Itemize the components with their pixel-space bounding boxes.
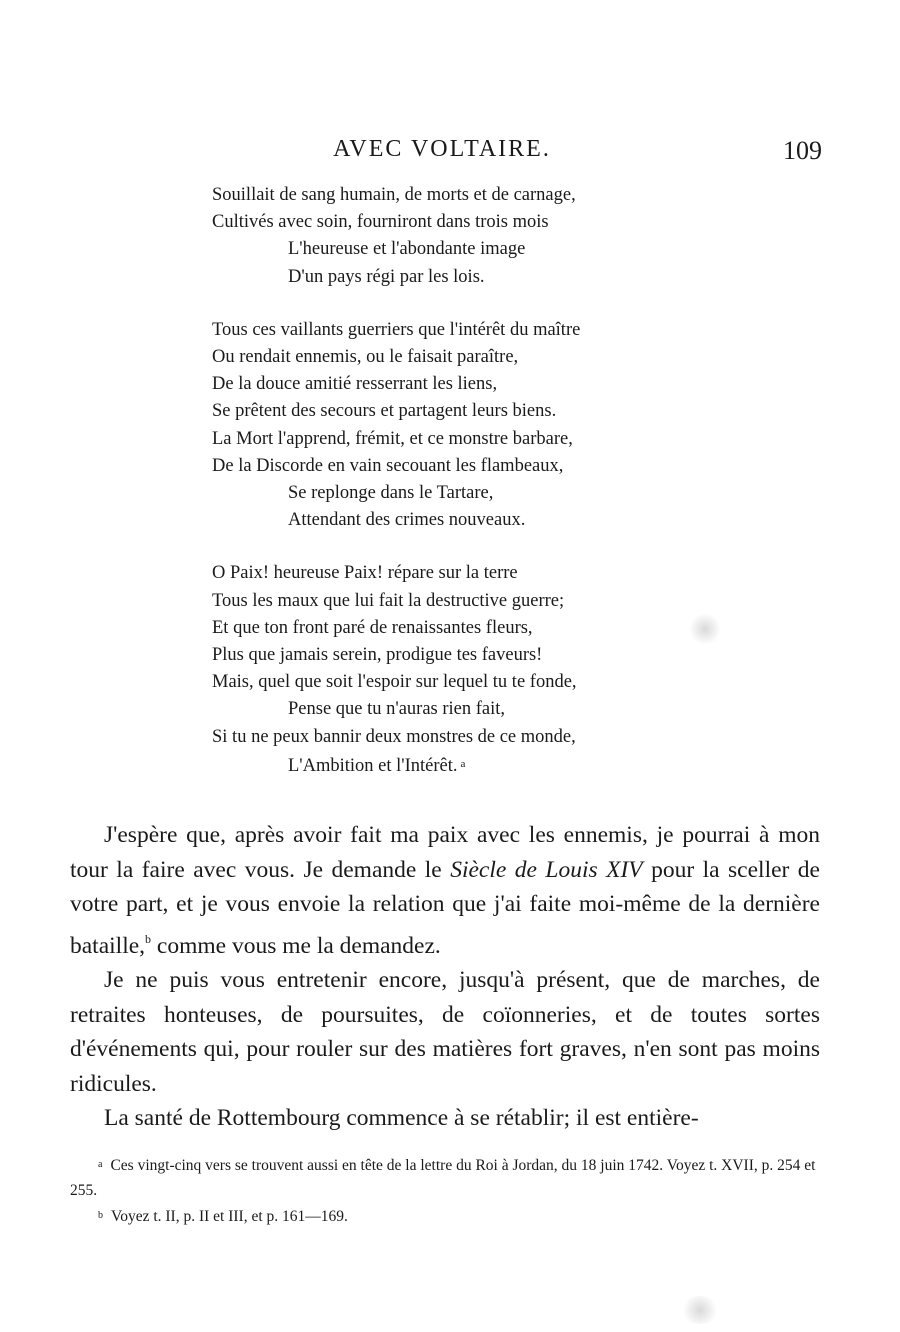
verse-line: Si tu ne peux bannir deux monstres de ce monde, — [212, 726, 576, 747]
verse-line: L'heureuse et l'abondante image — [288, 239, 526, 260]
paragraph-3: La santé de Rottembourg commence à se rétablir; il est entière- — [104, 1105, 699, 1131]
verse-line: Ou rendait ennemis, ou le faisait paraître, — [212, 347, 519, 368]
stanza-2 — [212, 317, 732, 535]
verse-line: Pense que tu n'auras rien fait, — [288, 699, 506, 720]
stanza-1 — [212, 182, 732, 291]
paper-blemish — [680, 1296, 720, 1324]
poem — [212, 182, 732, 806]
verse-line: Mais, quel que soit l'espoir sur lequel tu te fonde, — [212, 672, 577, 693]
verse-line: Tous ces vaillants guerriers que l'intérêt du maître — [212, 319, 581, 340]
verse-line: Tous les maux que lui fait la destructive guerre; — [212, 590, 565, 611]
verse-line: De la Discorde en vain secouant les flambeaux, — [212, 455, 564, 476]
verse-text: L'Ambition et l'Intérêt. — [288, 755, 458, 776]
footnotes — [70, 1152, 830, 1229]
footnote-letter: a — [98, 1159, 103, 1170]
footnote-text: Voyez t. II, p. II et III, et p. 161—169. — [111, 1208, 348, 1225]
verse-line: Plus que jamais serein, prodigue tes faveurs! — [212, 645, 543, 666]
running-title: AVEC VOLTAIRE. — [333, 136, 551, 162]
footnote-text: Ces vingt-cinq vers se trouvent aussi en tête de la lettre du Roi à Jordan, du 18 juin 1742. Voyez t. XVII, p. 254 et 255. — [70, 1157, 816, 1199]
paragraph-2: Je ne puis vous entretenir encore, jusqu'à présent, que de marches, de retraites honteuses, de poursuites, de coïonneries, et de toutes sortes d'événements qui, pour rouler sur des matières fort graves, n'en sont pas moins ridicules. — [70, 967, 820, 1097]
paper-blemish — [688, 614, 722, 644]
paragraph-text: pour la sceller de votre part, et je vous envoie la relation que j'ai faite moi-même de la dernière bataille, — [70, 856, 820, 959]
verse-line: Souillait de sang humain, de morts et de carnage, — [212, 185, 576, 205]
verse-line: Cultivés avec soin, fourniront dans trois mois — [212, 212, 549, 233]
footnote-b — [70, 1203, 830, 1229]
running-head — [0, 136, 900, 166]
verse-line: O Paix! heureuse Paix! répare sur la terre — [212, 563, 518, 584]
verse-line: Attendant des crimes nouveaux. — [288, 510, 526, 531]
footnote-letter: b — [98, 1210, 103, 1221]
footnote-a — [70, 1152, 830, 1203]
verse-line: La Mort l'apprend, frémit, et ce monstre barbare, — [212, 428, 573, 449]
verse-line: Et que ton front paré de renaissantes fleurs, — [212, 617, 533, 638]
verse-line-last — [212, 751, 732, 780]
verse-line: Se prêtent des secours et partagent leurs biens. — [212, 401, 557, 422]
book-title: Siècle de Louis XIV — [450, 856, 643, 883]
paragraph-text: comme vous me la demandez. — [151, 932, 441, 959]
verse-line: De la douce amitié resserrant les liens, — [212, 374, 498, 395]
stanza-3 — [212, 560, 732, 780]
verse-line: Se replonge dans le Tartare, — [288, 483, 494, 504]
footnote-ref-b[interactable]: b — [145, 931, 152, 946]
prose-body — [70, 818, 820, 1136]
paragraph-text: J'espère que, après avoir fait ma paix avec les ennemis, je pourrai à mon tour la faire avec vous. Je demande le — [70, 822, 820, 883]
page-number: 109 — [783, 136, 822, 165]
verse-line: D'un pays régi par les lois. — [288, 266, 485, 287]
footnote-ref-a[interactable]: a — [460, 757, 466, 770]
paragraph-1 — [70, 818, 820, 963]
